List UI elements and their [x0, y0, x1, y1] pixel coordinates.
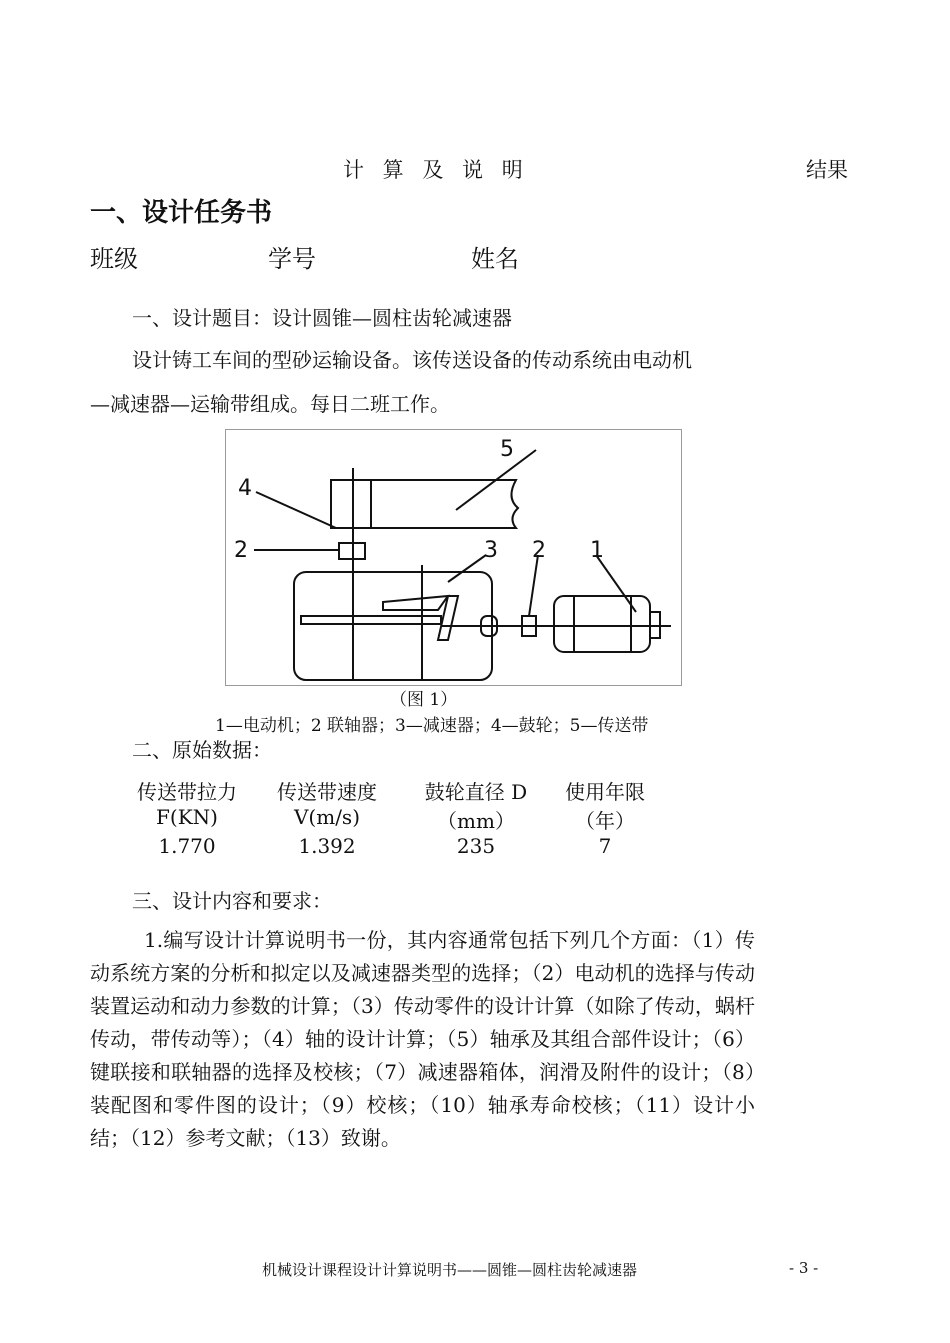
- header-result: 结果: [806, 158, 848, 182]
- transmission-diagram: [225, 429, 682, 686]
- intro-line-2: —减速器—运输带组成。每日二班工作。: [90, 392, 450, 416]
- drum-shape: [331, 480, 371, 528]
- table-value-force: 1.770: [158, 834, 216, 858]
- figure-legend: 1—电动机；2 联轴器；3—减速器；4—鼓轮；5—传送带: [215, 716, 649, 736]
- student-name-label: 姓名: [471, 245, 519, 273]
- table-header-force: 传送带拉力: [137, 780, 237, 804]
- footer-title: 机械设计课程设计计算说明书——圆锥—圆柱齿轮减速器: [262, 1261, 638, 1279]
- page-number: - 3 -: [789, 1259, 819, 1277]
- table-header-speed: 传送带速度: [277, 780, 377, 804]
- label-4: 4: [238, 476, 252, 501]
- section-title: 一、设计任务书: [90, 198, 273, 228]
- raw-data-title: 二、原始数据：: [132, 738, 272, 762]
- table-value-speed: 1.392: [298, 834, 356, 858]
- content-paragraph: 1.编写设计计算说明书一份，其内容通常包括下列几个方面：（1）传动系统方案的分析和拟定以及减速器类型的选择；（2）电动机的选择与传动装置运动和动力参数的计算；（3）传动零件的设计计算（如除了传动，蜗杆传动，带传动等）；（4）轴的设计计算；（5）轴承及其组合部件设计；（6）键联接和联轴器的选择及校核；（7）减速器箱体，润滑及附件的设计；（8）装配图和零件图的设计；（9）校核；（10）轴承寿命校核；（11）设计小结；（12）参考文献；（13）致谢。: [90, 928, 755, 1150]
- table-value-life: 7: [598, 834, 612, 858]
- transmission-drawing: [226, 430, 681, 685]
- table-unit-life: （年）: [575, 809, 635, 833]
- table-unit-diameter: （mm）: [437, 809, 515, 833]
- table-header-life: 使用年限: [565, 780, 645, 804]
- table-value-diameter: 235: [456, 834, 496, 858]
- label-2-left: 2: [234, 538, 248, 563]
- motor-body: [554, 596, 650, 652]
- label-5: 5: [500, 437, 514, 462]
- student-id-label: 学号: [268, 245, 316, 273]
- figure-caption: （图 1）: [390, 690, 458, 710]
- table-unit-speed: V(m/s): [293, 805, 360, 829]
- design-topic: 一、设计题目：设计圆锥—圆柱齿轮减速器: [132, 306, 512, 330]
- header-title: 计 算 及 说 明: [343, 158, 529, 182]
- label-2-right: 2: [532, 538, 546, 563]
- intro-line-1: 设计铸工车间的型砂运输设备。该传送设备的传动系统由电动机: [132, 348, 692, 372]
- label-3: 3: [484, 538, 498, 563]
- content-title: 三、设计内容和要求：: [132, 889, 332, 913]
- label-1: 1: [590, 538, 604, 563]
- spur-gear: [301, 616, 441, 624]
- class-label: 班级: [90, 245, 138, 273]
- table-unit-force: F(KN): [156, 805, 218, 829]
- bevel-gear: [383, 596, 448, 610]
- table-header-diameter: 鼓轮直径 D: [424, 780, 528, 804]
- belt-shape: [331, 480, 518, 528]
